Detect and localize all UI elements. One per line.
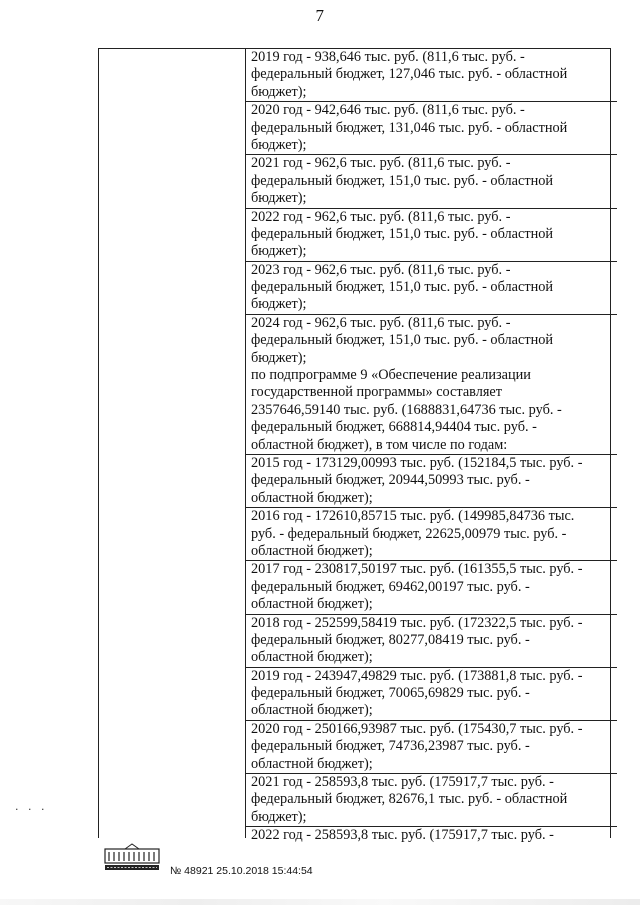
text-line: областной бюджет), в том числе по годам:	[251, 436, 508, 453]
registration-stamp: № 48921 25.10.2018 15:44:54	[170, 865, 313, 877]
text-line: областной бюджет);	[251, 755, 373, 772]
text-line: федеральный бюджет, 151,0 тыс. руб. - областной	[251, 332, 554, 349]
text-line: по подпрограмме 9 «Обеспечение реализации	[251, 367, 531, 384]
government-building-logo-icon	[103, 843, 161, 873]
text-line: областной бюджет);	[251, 702, 373, 719]
text-line: федеральный бюджет, 70065,69829 тыс. руб. -	[251, 685, 530, 702]
text-line: областной бюджет);	[251, 489, 373, 506]
text-line: федеральный бюджет, 127,046 тыс. руб. - областной	[251, 66, 568, 83]
text-line: 2019 год - 243947,49829 тыс. руб. (173881,8 тыс. руб. -	[245, 667, 617, 685]
text-line: 2020 год - 250166,93987 тыс. руб. (175430,7 тыс. руб. -	[245, 720, 617, 738]
text-line: 2021 год - 962,6 тыс. руб. (811,6 тыс. руб. -	[245, 154, 617, 172]
text-line: руб. - федеральный бюджет, 22625,00979 тыс. руб. -	[251, 525, 567, 542]
text-line: бюджет);	[251, 349, 307, 366]
text-line: федеральный бюджет, 151,0 тыс. руб. - областной	[251, 225, 554, 242]
margin-marks: · · ·	[15, 803, 48, 816]
text-line: бюджет);	[251, 808, 307, 825]
text-line: областной бюджет);	[251, 649, 373, 666]
text-line: федеральный бюджет, 82676,1 тыс. руб. - областной	[251, 791, 568, 808]
text-line: федеральный бюджет, 131,046 тыс. руб. - областной	[251, 119, 568, 136]
text-line: бюджет);	[251, 296, 307, 313]
text-line: 2023 год - 962,6 тыс. руб. (811,6 тыс. руб. -	[245, 261, 617, 279]
text-line: 2024 год - 962,6 тыс. руб. (811,6 тыс. руб. -	[245, 314, 617, 332]
text-line: 2020 год - 942,646 тыс. руб. (811,6 тыс. руб. -	[245, 101, 617, 119]
text-line: 2022 год - 962,6 тыс. руб. (811,6 тыс. руб. -	[245, 208, 617, 226]
text-line: бюджет);	[251, 136, 307, 153]
text-line: 2016 год - 172610,85715 тыс. руб. (149985,84736 тыс.	[245, 507, 617, 525]
text-line: федеральный бюджет, 151,0 тыс. руб. - областной	[251, 279, 554, 296]
text-line: бюджет);	[251, 83, 307, 100]
text-line: 2357646,59140 тыс. руб. (1688831,64736 тыс. руб. -	[251, 401, 562, 418]
table-right-cell-content	[251, 49, 613, 845]
text-line: 2019 год - 938,646 тыс. руб. (811,6 тыс. руб. -	[251, 49, 525, 65]
text-line: федеральный бюджет, 74736,23987 тыс. руб. -	[251, 738, 530, 755]
text-line: федеральный бюджет, 80277,08419 тыс. руб. -	[251, 631, 530, 648]
text-line: федеральный бюджет, 151,0 тыс. руб. - областной	[251, 172, 554, 189]
text-line: областной бюджет);	[251, 542, 373, 559]
text-line: федеральный бюджет, 668814,94404 тыс. руб. -	[251, 419, 537, 436]
text-line: областной бюджет);	[251, 596, 373, 613]
text-line: федеральный бюджет, 20944,50993 тыс. руб. -	[251, 472, 530, 489]
text-line: 2021 год - 258593,8 тыс. руб. (175917,7 тыс. руб. -	[245, 773, 617, 791]
text-line: бюджет);	[251, 243, 307, 260]
text-line: 2018 год - 252599,58419 тыс. руб. (172322,5 тыс. руб. -	[245, 614, 617, 632]
text-line: федеральный бюджет, 69462,00197 тыс. руб. -	[251, 578, 530, 595]
text-line: бюджет);	[251, 190, 307, 207]
text-line: 2022 год - 258593,8 тыс. руб. (175917,7 тыс. руб. -	[245, 826, 617, 844]
page-number: 7	[315, 6, 325, 25]
text-line: 2017 год - 230817,50197 тыс. руб. (161355,5 тыс. руб. -	[245, 560, 617, 578]
logo	[103, 843, 161, 873]
scan-bottom-edge	[0, 899, 640, 905]
text-line: 2015 год - 173129,00993 тыс. руб. (152184,5 тыс. руб. -	[245, 454, 617, 472]
text-line: государственной программы» составляет	[251, 384, 503, 401]
